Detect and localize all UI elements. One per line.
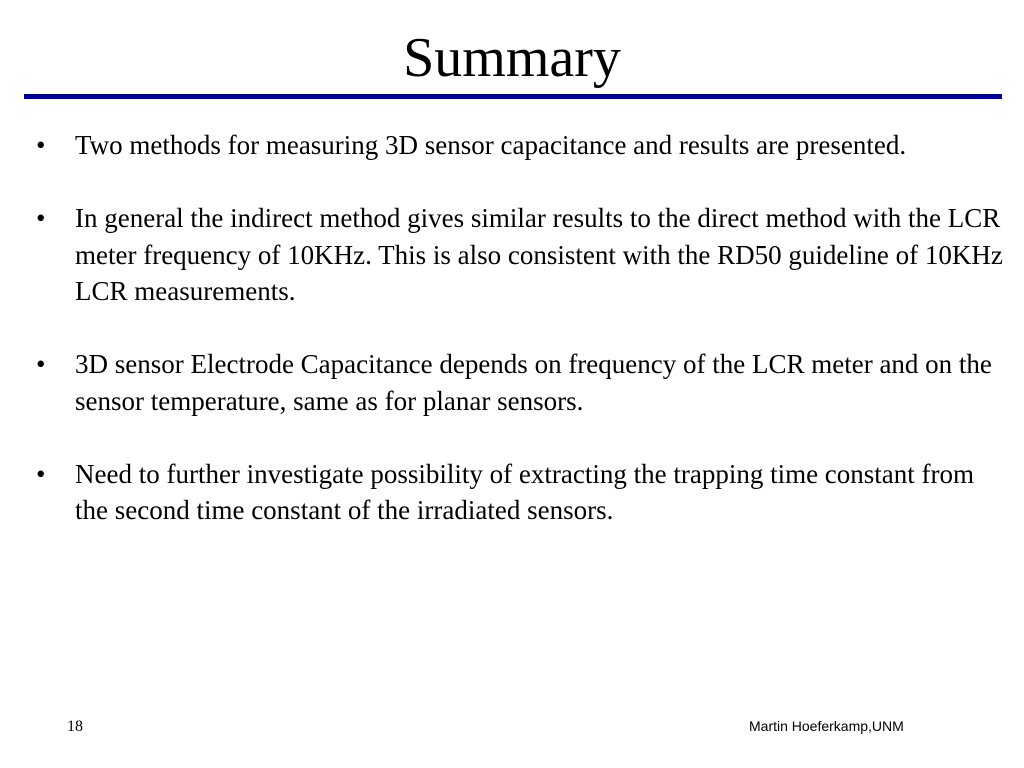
- list-item: [36, 200, 1006, 310]
- bullet-list: [36, 127, 1006, 565]
- bullet-icon: •: [36, 130, 46, 160]
- slide-title: Summary: [403, 27, 621, 89]
- bullet-icon: •: [36, 203, 46, 233]
- bullet-text: In general the indirect method gives similar results to the direct method with the LCR meter frequency of 10KHz. This is also consistent with the RD50 guideline of 10KHz LCR measurements.: [75, 203, 1003, 306]
- page-number: 18: [67, 718, 83, 735]
- list-item: [36, 456, 1006, 529]
- list-item: [36, 127, 1006, 164]
- bullet-icon: •: [36, 458, 46, 489]
- list-item: [36, 346, 1006, 419]
- bullet-text: Two methods for measuring 3D sensor capacitance and results are presented.: [75, 130, 907, 160]
- author-credit: Martin Hoeferkamp,UNM: [749, 718, 904, 734]
- bullet-text: 3D sensor Electrode Capacitance depends on frequency of the LCR meter and on the sensor temperature, same as for planar sensors.: [75, 349, 992, 416]
- bullet-icon: •: [36, 349, 46, 379]
- title-underline: [24, 94, 1002, 99]
- bullet-text: Need to further investigate possibility of extracting the trapping time constant from the second time constant of the irradiated sensors.: [75, 458, 975, 525]
